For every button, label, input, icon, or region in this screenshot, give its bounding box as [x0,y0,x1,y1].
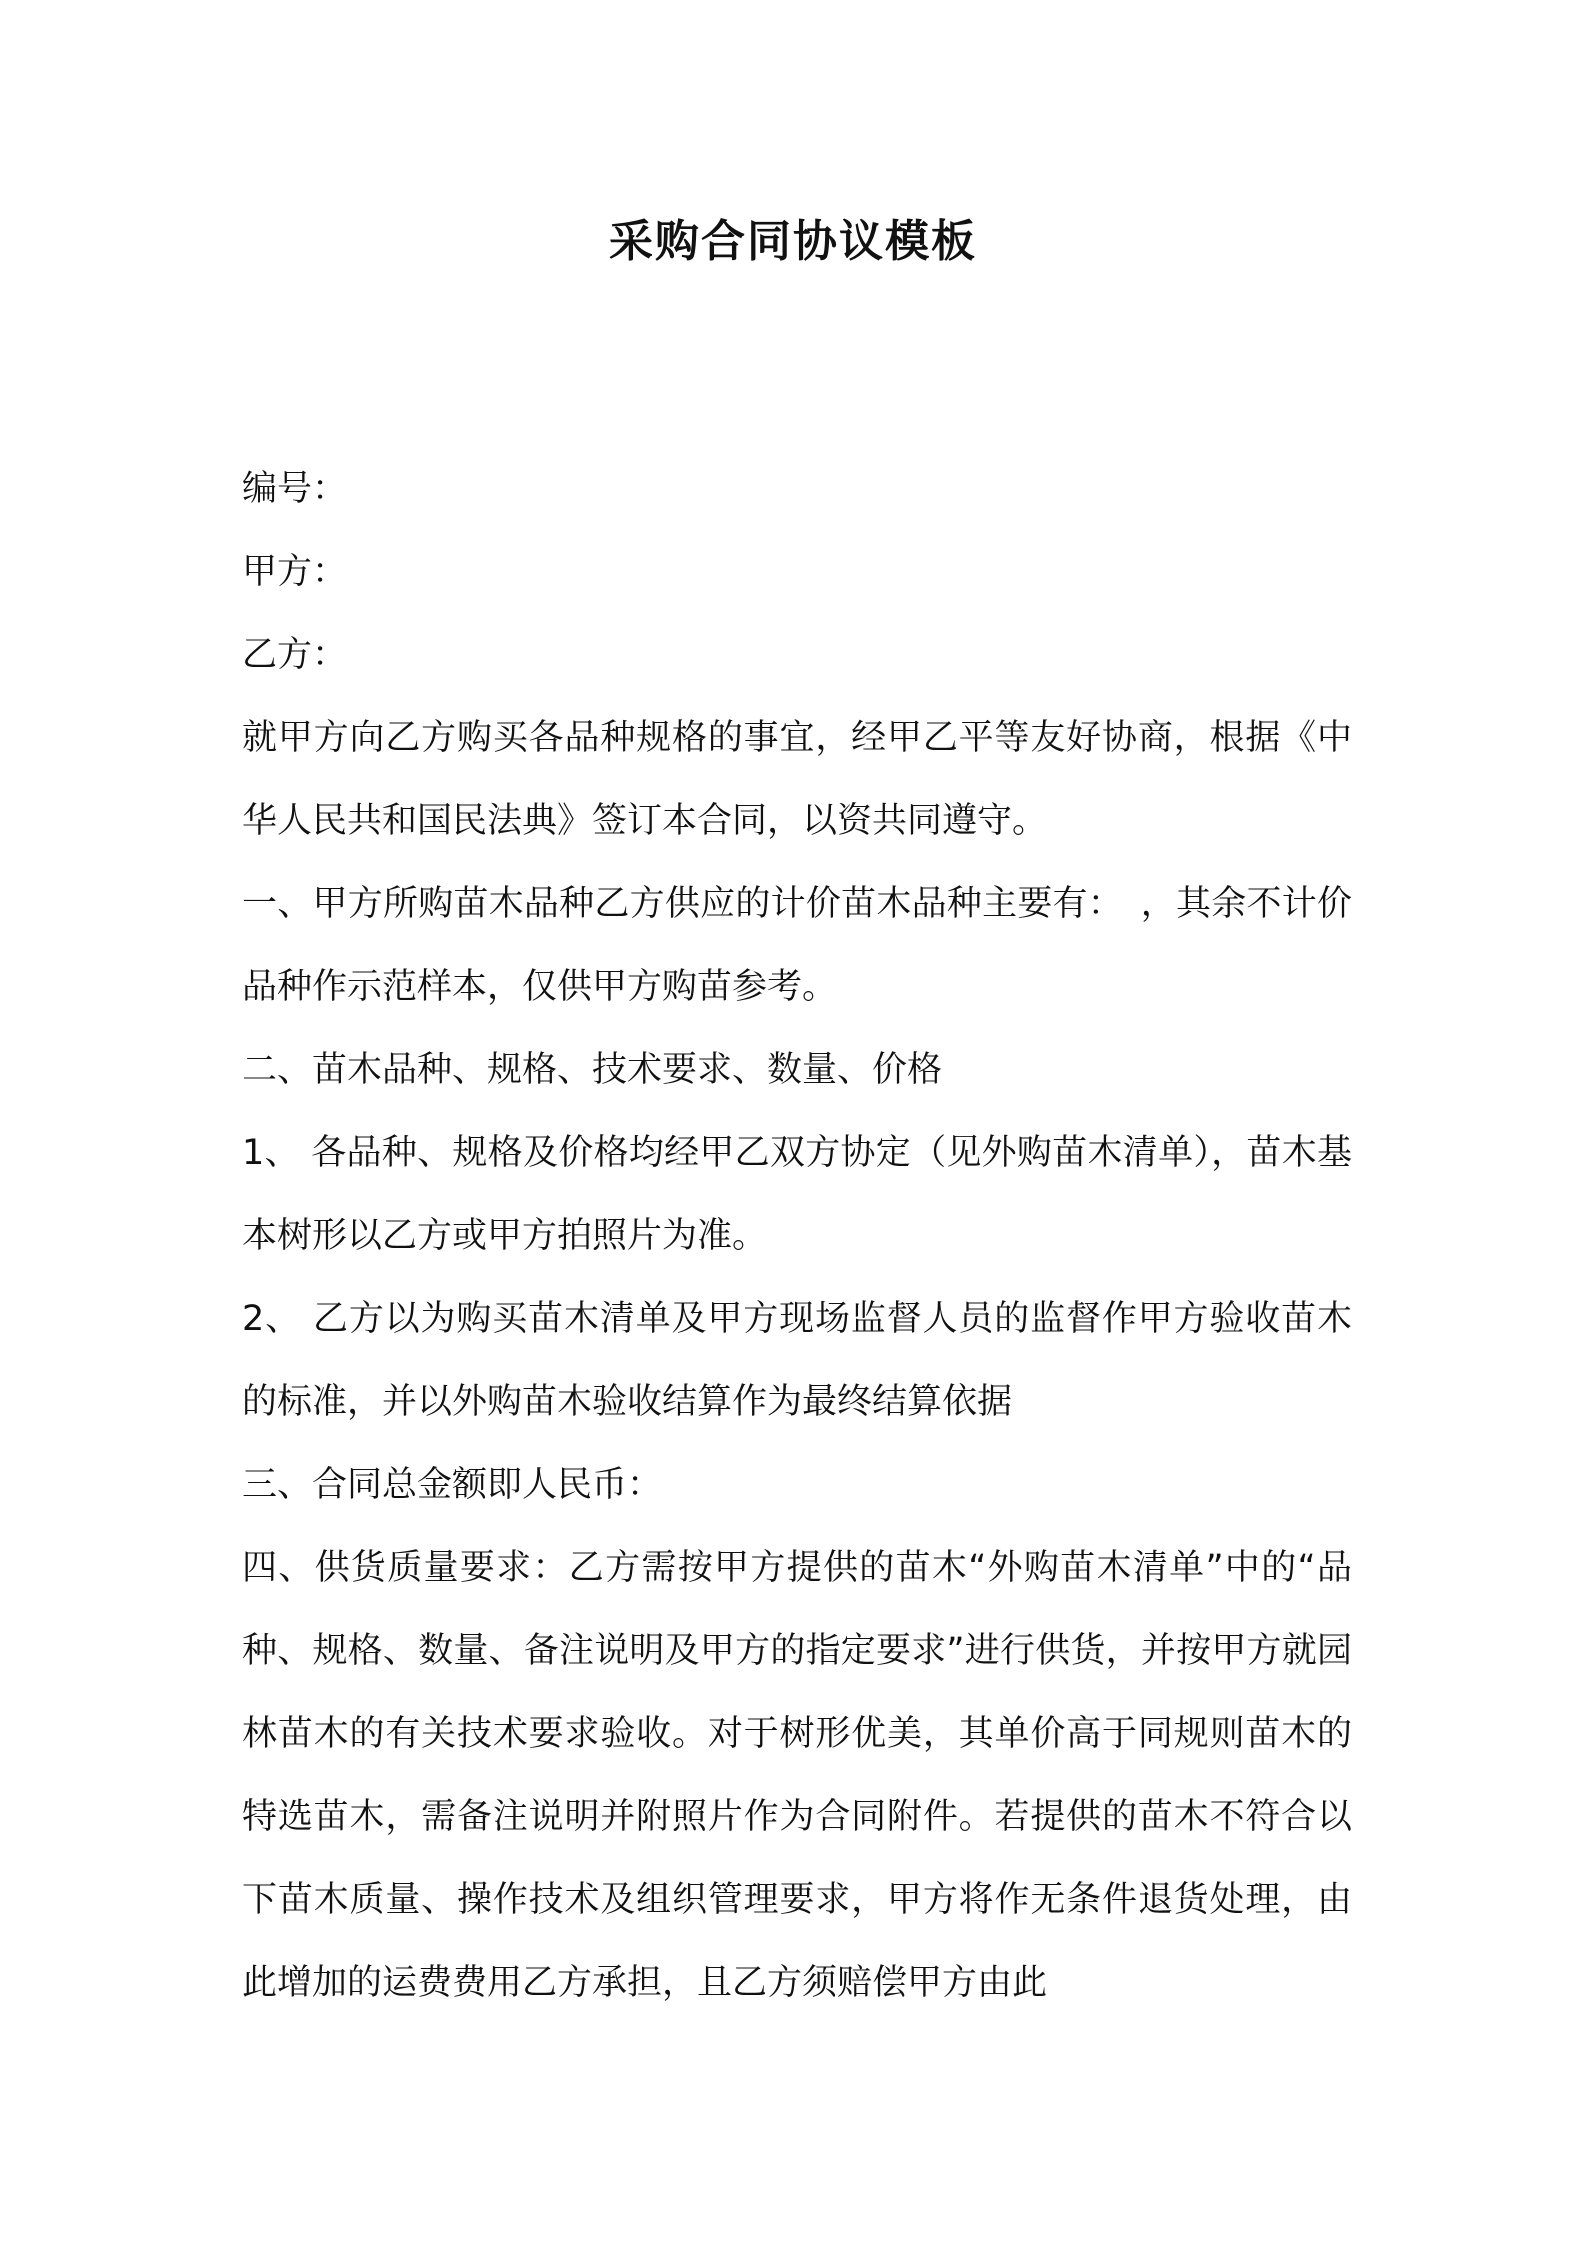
field-party-a [242,531,1352,614]
paragraph-clause-2-heading: 二、苗木品种、规格、技术要求、数量、价格 [242,1050,943,1090]
paragraph-clause-4: 四、供货质量要求：乙方需按甲方提供的苗木“外购苗木清单”中的“品种、规格、数量、备注说明及甲方的指定要求”进行供货，并按甲方就园林苗木的有关技术要求验收。对于树形优美，其单价高于同规则苗木的特选苗木，需备注说明并附照片作为合同附件。若提供的苗木不符合以下苗木质量、操作技术及组织管理要求，甲方将作无条件退货处理，由此增加的运费费用乙方承担，且乙方须赔偿甲方由此 [242,1548,1352,2003]
field-party-b-label: 乙方： [242,635,348,675]
document-title: 采购合同协议模板 [609,216,977,267]
field-number [242,448,1352,531]
field-party-b [242,614,1352,697]
paragraph-clause-2-item-2: 2、 乙方以为购买苗木清单及甲方现场监督人员的监督作甲方验收苗木的标准，并以外购苗木验收结算作为最终结算依据 [242,1299,1352,1422]
document-body [242,448,1352,2025]
paragraph-preamble: 就甲方向乙方购买各品种规格的事宜，经甲乙平等友好协商，根据《中华人民共和国民法典》签订本合同，以资共同遵守。 [242,718,1352,841]
field-number-label: 编号： [242,469,348,509]
paragraph-clause-1: 一、甲方所购苗木品种乙方供应的计价苗木品种主要有： ，其余不计价品种作示范样本，仅供甲方购苗参考。 [242,884,1352,1007]
paragraph-clause-3: 三、合同总金额即人民币： [242,1465,663,1505]
field-party-a-label: 甲方： [242,552,348,592]
paragraph-clause-2-item-1: 1、 各品种、规格及价格均经甲乙双方协定（见外购苗木清单），苗木基本树形以乙方或甲方拍照片为准。 [242,1133,1352,1256]
